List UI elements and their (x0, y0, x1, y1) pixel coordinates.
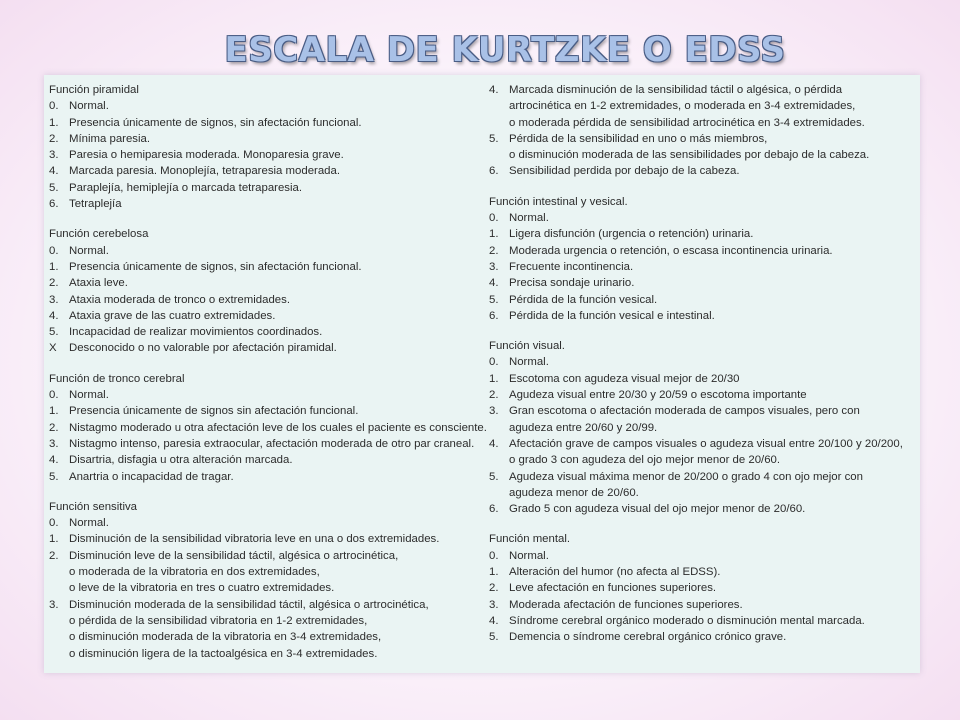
item-text: Normal. (509, 356, 549, 369)
scale-item (49, 387, 484, 403)
item-grade: 4. (49, 454, 59, 467)
item-grade: 2. (49, 549, 59, 562)
scale-item (49, 163, 484, 179)
item-grade: 5. (489, 293, 499, 306)
scale-item (49, 436, 484, 452)
item-text: Paraplejía, hemiplejía o marcada tetraparesia. (69, 181, 303, 194)
item-grade: 2. (489, 582, 499, 595)
scale-section (489, 531, 914, 645)
item-grade: 0. (49, 517, 59, 530)
scale-section (489, 338, 914, 517)
item-text: Pérdida de la función vesical. (509, 293, 658, 306)
scale-item (49, 98, 484, 114)
scale-item (49, 259, 484, 275)
item-text: Tetraplejía (69, 198, 122, 211)
item-grade: 3. (49, 437, 59, 450)
item-grade: 1. (489, 566, 499, 579)
item-grade: 1. (49, 260, 59, 273)
item-text: o moderada pérdida de sensibilidad artrocinética en 3-4 extremidades. (509, 116, 865, 129)
item-text: o moderada de la vibratoria en dos extremidades, (69, 566, 320, 579)
item-text: Ataxia leve. (69, 277, 128, 290)
item-text: o leve de la vibratoria en tres o cuatro extremidades. (69, 582, 335, 595)
item-grade: 4. (489, 84, 499, 96)
scale-item (489, 371, 914, 387)
item-text: Ataxia grave de las cuatro extremidades. (69, 309, 276, 322)
item-grade: 2. (49, 277, 59, 290)
item-text: Normal. (509, 549, 549, 562)
item-text: Marcada paresia. Monoplejía, tetraparesia moderada. (69, 165, 340, 178)
scale-item (489, 403, 914, 436)
item-text: Leve afectación en funciones superiores. (509, 582, 717, 595)
item-grade: 0. (49, 100, 59, 113)
item-text: Alteración del humor (no afecta al EDSS). (509, 566, 721, 579)
item-text: Nistagmo moderado u otra afectación leve de los cuales el paciente es consciente. (69, 421, 487, 434)
item-text: Disartria, disfagia u otra alteración marcada. (69, 454, 293, 467)
item-text: Normal. (69, 244, 109, 257)
scale-item (489, 613, 914, 629)
section-title: Función mental. (489, 533, 571, 546)
item-grade: 2. (489, 244, 499, 257)
scale-item (489, 548, 914, 564)
scale-item (489, 243, 914, 259)
item-grade: 1. (49, 533, 59, 546)
scale-section (49, 82, 484, 212)
scale-item (489, 564, 914, 580)
item-grade: 2. (489, 389, 499, 402)
item-grade: 5. (49, 470, 59, 483)
scale-item (49, 180, 484, 196)
item-grade: 4. (49, 309, 59, 322)
scale-item (49, 243, 484, 259)
item-text: o disminución moderada de las sensibilidades por debajo de la cabeza. (509, 149, 870, 162)
scale-item (489, 210, 914, 226)
item-text: Presencia únicamente de signos, sin afectación funcional. (69, 260, 362, 273)
item-grade: 3. (49, 149, 59, 162)
left-column (49, 82, 487, 673)
item-text: agudeza menor de 20/60. (509, 486, 639, 499)
scale-section (489, 194, 914, 324)
item-grade: 1. (49, 405, 59, 418)
scale-item (489, 292, 914, 308)
item-text: o disminución moderada de la vibratoria en 3-4 extremidades, (69, 631, 382, 644)
item-text: Nistagmo intenso, paresia extraocular, afectación moderada de otro par craneal. (69, 437, 475, 450)
item-text: Disminución de la sensibilidad vibratoria leve en una o dos extremidades. (69, 533, 440, 546)
scale-item (489, 308, 914, 324)
item-grade: 1. (489, 228, 499, 241)
item-text: artrocinética en 1-2 extremidades, o moderada en 3-4 extremidades, (509, 100, 856, 113)
item-grade: 0. (49, 389, 59, 402)
item-grade: 3. (489, 260, 499, 273)
item-text: Gran escotoma o afectación moderada de campos visuales, pero con (509, 405, 860, 418)
item-text: o pérdida de la sensibilidad vibratoria en 1-2 extremidades, (69, 614, 368, 627)
section-title: Función de tronco cerebral (49, 372, 185, 385)
scale-item (489, 82, 914, 131)
scale-item (49, 548, 484, 597)
item-grade: 4. (489, 277, 499, 290)
item-text: Sensibilidad perdida por debajo de la cabeza. (509, 165, 740, 178)
scale-item (489, 226, 914, 242)
item-text: Presencia únicamente de signos sin afectación funcional. (69, 405, 359, 418)
item-grade: 6. (489, 503, 499, 516)
section-title: Función intestinal y vesical. (489, 195, 628, 208)
scale-item (49, 515, 484, 531)
scale-item (49, 469, 484, 485)
item-text: o grado 3 con agudeza del ojo mejor menor de 20/60. (509, 454, 781, 467)
scale-section (49, 371, 487, 485)
item-text: Frecuente incontinencia. (509, 260, 634, 273)
item-grade: 6. (489, 309, 499, 322)
item-grade: 4. (49, 165, 59, 178)
item-grade: 6. (49, 198, 59, 211)
scale-item (49, 420, 487, 436)
scale-item (489, 580, 914, 596)
scale-item (489, 436, 914, 469)
scale-item (49, 275, 484, 291)
scale-item (489, 354, 914, 370)
item-grade: 1. (489, 372, 499, 385)
scale-item (489, 597, 914, 613)
item-text: Normal. (509, 212, 549, 225)
item-grade: 3. (49, 293, 59, 306)
scale-item (489, 501, 914, 517)
item-text: Normal. (69, 517, 109, 530)
item-text: Normal. (69, 389, 109, 402)
scale-item (49, 324, 484, 340)
scale-item (49, 196, 484, 212)
section-title: Función visual. (489, 340, 565, 353)
item-text: Moderada urgencia o retención, o escasa incontinencia urinaria. (509, 244, 833, 257)
item-grade: X (49, 342, 57, 355)
item-grade: 0. (489, 549, 499, 562)
scale-item (489, 275, 914, 291)
item-text: Marcada disminución de la sensibilidad táctil o algésica, o pérdida (509, 84, 843, 96)
item-grade: 2. (49, 421, 59, 434)
item-text: Agudeza visual máxima menor de 20/200 o grado 4 con ojo mejor con (509, 470, 863, 483)
section-title: Función sensitiva (49, 500, 138, 513)
right-column (489, 82, 914, 660)
scale-item (49, 452, 484, 468)
item-grade: 5. (49, 181, 59, 194)
scale-item (489, 629, 914, 645)
scale-item (49, 340, 484, 356)
item-text: Afectación grave de campos visuales o agudeza visual entre 20/100 y 20/200, (509, 437, 903, 450)
item-grade: 0. (489, 212, 499, 225)
item-text: Pérdida de la sensibilidad en uno o más miembros, (509, 132, 768, 145)
scale-item (49, 292, 484, 308)
scale-item (49, 115, 484, 131)
item-text: Grado 5 con agudeza visual del ojo mejor menor de 20/60. (509, 503, 806, 516)
item-grade: 3. (489, 598, 499, 611)
item-grade: 4. (489, 614, 499, 627)
item-grade: 5. (489, 132, 499, 145)
scale-item (489, 387, 914, 403)
item-grade: 3. (489, 405, 499, 418)
scale-section (49, 499, 484, 662)
scale-panel (44, 75, 920, 673)
item-text: Mínima paresia. (69, 132, 151, 145)
scale-item (489, 131, 914, 164)
scale-item (49, 147, 484, 163)
item-text: Normal. (69, 100, 109, 113)
item-text: Pérdida de la función vesical e intestinal. (509, 309, 715, 322)
item-text: Demencia o síndrome cerebral orgánico crónico grave. (509, 631, 787, 644)
item-grade: 0. (49, 244, 59, 257)
item-grade: 4. (489, 437, 499, 450)
scale-item (49, 531, 484, 547)
item-text: Incapacidad de realizar movimientos coordinados. (69, 326, 323, 339)
item-text: Síndrome cerebral orgánico moderado o disminución mental marcada. (509, 614, 865, 627)
page-title: ESCALA DE KURTZKE O EDSS (224, 30, 786, 70)
item-text: Desconocido o no valorable por afectación piramidal. (69, 342, 337, 355)
item-grade: 5. (49, 326, 59, 339)
item-text: Ligera disfunción (urgencia o retención) urinaria. (509, 228, 754, 241)
item-grade: 3. (49, 598, 59, 611)
section-title: Función cerebelosa (49, 228, 149, 241)
item-text: Anartria o incapacidad de tragar. (69, 470, 234, 483)
item-text: Disminución moderada de la sensibilidad táctil, algésica o artrocinética, (69, 598, 429, 611)
section-title: Función piramidal (49, 84, 139, 96)
scale-item (49, 597, 484, 662)
item-text: Escotoma con agudeza visual mejor de 20/30 (509, 372, 740, 385)
item-text: Precisa sondaje urinario. (509, 277, 635, 290)
item-grade: 0. (489, 356, 499, 369)
item-grade: 5. (489, 631, 499, 644)
item-grade: 1. (49, 116, 59, 129)
item-grade: 2. (49, 132, 59, 145)
item-text: agudeza entre 20/60 y 20/99. (509, 421, 658, 434)
scale-item (49, 308, 484, 324)
item-text: Agudeza visual entre 20/30 y 20/59 o escotoma importante (509, 389, 807, 402)
item-text: Presencia únicamente de signos, sin afectación funcional. (69, 116, 362, 129)
scale-item (49, 131, 484, 147)
item-text: o disminución ligera de la tactoalgésica en 3-4 extremidades. (69, 647, 378, 660)
item-grade: 6. (489, 165, 499, 178)
scale-item (49, 403, 484, 419)
scale-item (489, 259, 914, 275)
item-grade: 5. (489, 470, 499, 483)
scale-section (49, 226, 484, 356)
scale-item (489, 469, 914, 502)
scale-section (489, 82, 914, 180)
item-text: Disminución leve de la sensibilidad táctil, algésica o artrocinética, (69, 549, 399, 562)
item-text: Paresia o hemiparesia moderada. Monoparesia grave. (69, 149, 344, 162)
item-text: Moderada afectación de funciones superiores. (509, 598, 743, 611)
scale-item (489, 163, 914, 179)
item-text: Ataxia moderada de tronco o extremidades. (69, 293, 290, 306)
